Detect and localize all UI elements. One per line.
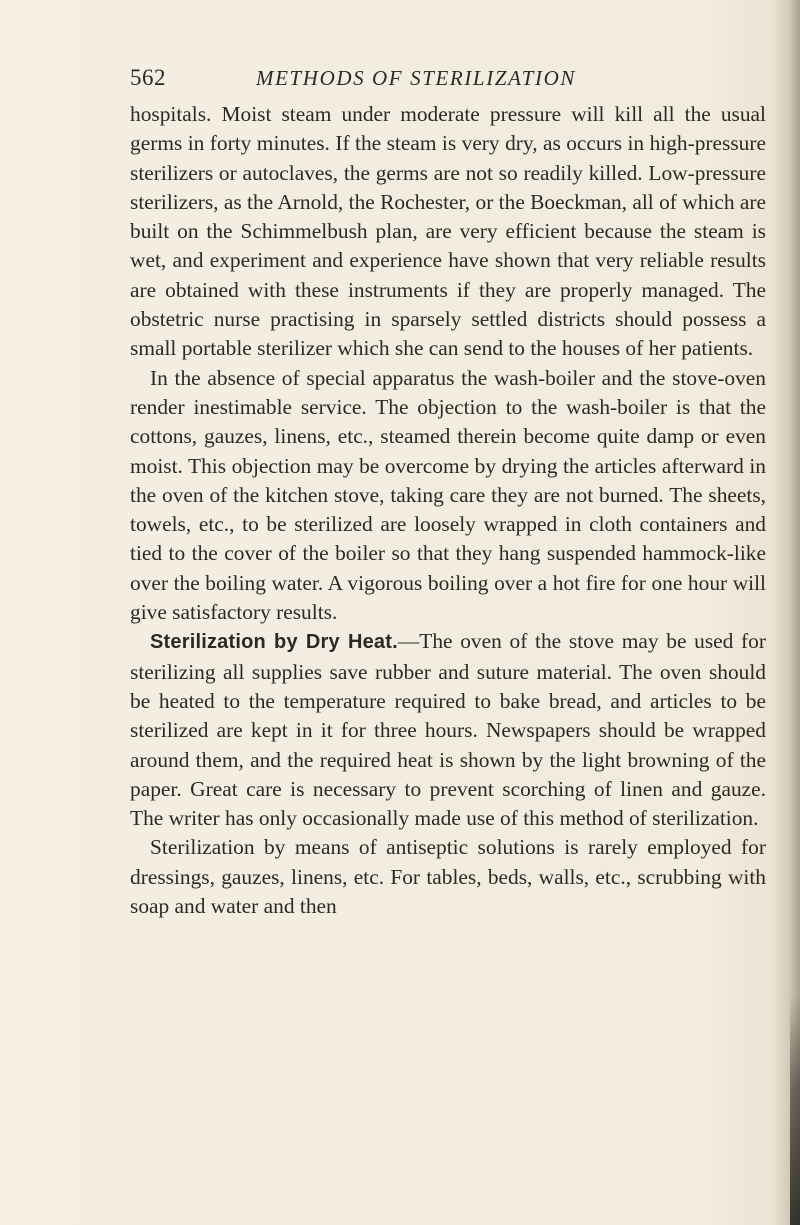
paragraph: Sterilization by means of antiseptic solutions is rarely employed for dressings, gauzes, linens, etc. For tables, beds, walls, etc., scrubbing with soap and water and then bbox=[130, 835, 766, 919]
paragraph-text: —The oven of the stove may be used for sterilizing all supplies save rubber and suture material. The oven should be heated to the temperature required to bake bread, and articles to be sterilized are kept in it for three hours. Newspapers should be wrapped around them, and the required heat is shown by the light browning of the paper. Great care is necessary to prevent scorching of linen and gauze. The writer has only occasionally made use of this method of sterilization. bbox=[130, 629, 766, 831]
page-header bbox=[130, 60, 730, 96]
running-title: METHODS OF STERILIZATION bbox=[256, 66, 576, 90]
body-text bbox=[130, 100, 766, 921]
paragraph: hospitals. Moist steam under moderate pressure will kill all the usual germs in forty minutes. If the steam is very dry, as occurs in high-pressure sterilizers or autoclaves, the germs are not so readily killed. Low-pressure sterilizers, as the Arnold, the Rochester, or the Boeckman, all of which are built on the Schimmelbush plan, are very efficient because the steam is wet, and experiment and experience have shown that very reliable results are obtained with these instruments if they are properly managed. The obstetric nurse practising in sparsely settled districts should possess a small portable sterilizer which she can send to the houses of her patients. bbox=[130, 102, 766, 361]
paragraph: In the absence of special apparatus the wash-boiler and the stove-oven render inestimable service. The objection to the wash-boiler is that the cottons, gauzes, linens, etc., steamed therein become quite damp or even moist. This objection may be overcome by drying the articles afterward in the oven of the kitchen stove, taking care they are not burned. The sheets, towels, etc., to be sterilized are loosely wrapped in cloth containers and tied to the cover of the boiler so that they hang suspended hammock-like over the boiling water. A vigorous boiling over a hot fire for one hour will give satisfactory results. bbox=[130, 365, 766, 625]
paragraph-dry-heat bbox=[130, 627, 766, 833]
section-heading: Sterilization by Dry Heat. bbox=[150, 631, 398, 654]
page-edge-dark bbox=[790, 995, 800, 1225]
page-number: 562 bbox=[130, 65, 166, 90]
